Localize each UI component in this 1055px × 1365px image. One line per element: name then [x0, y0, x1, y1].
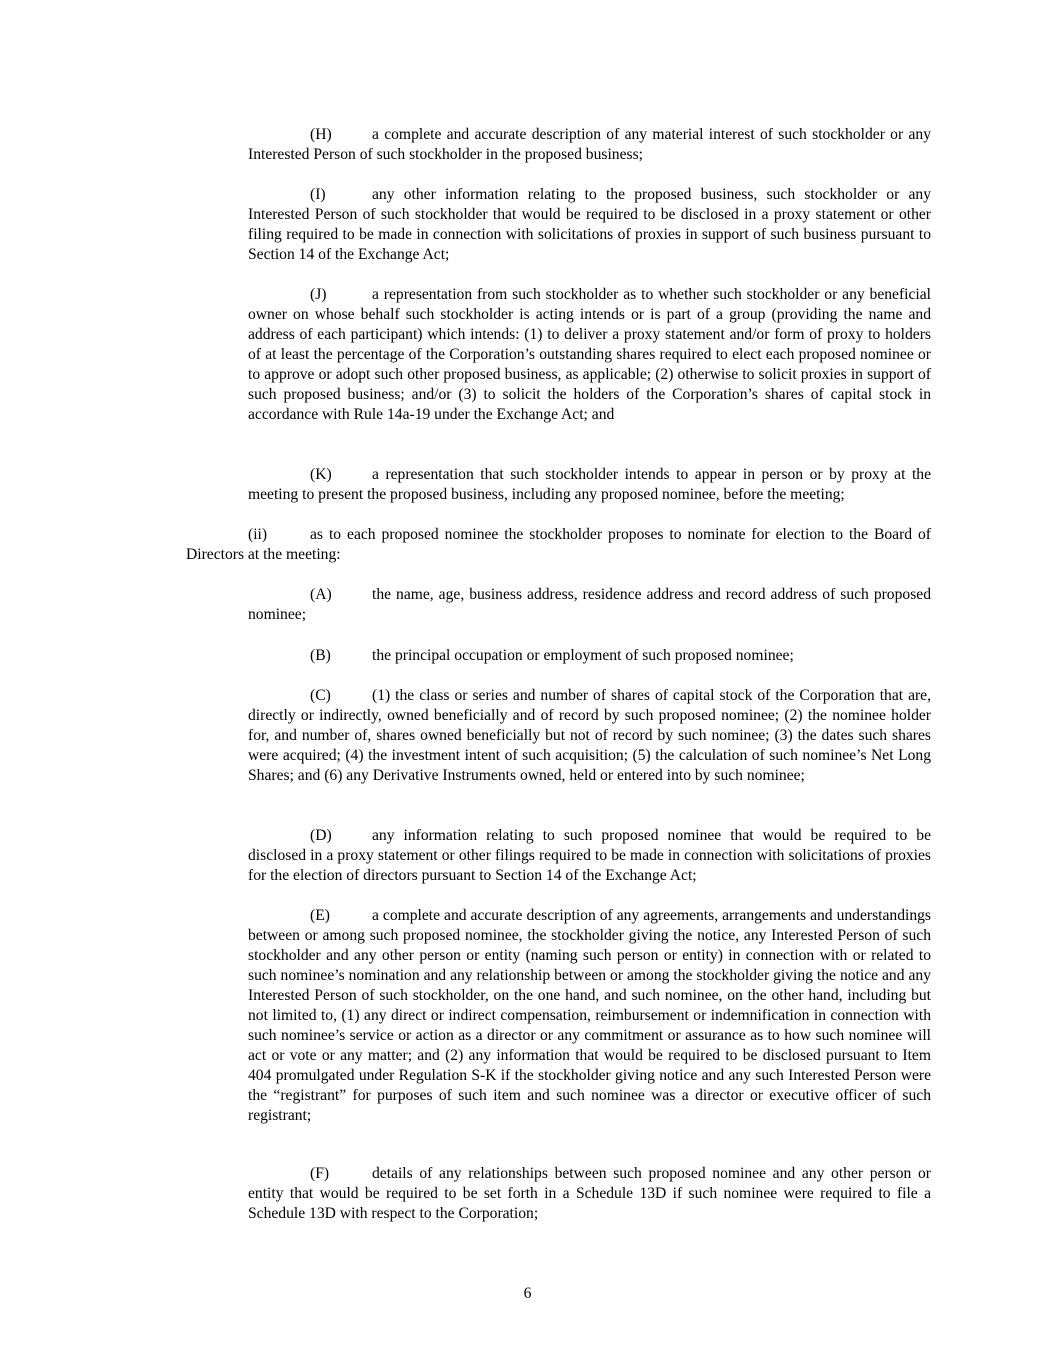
clause-label: (K) — [310, 466, 332, 483]
clause-label: (H) — [310, 126, 332, 143]
clause-text: a complete and accurate description of any material interest of such stockholder or any Interested Person of such stockholder in the proposed business; — [248, 126, 931, 163]
clause-label: (J) — [310, 286, 327, 303]
clause-text: the name, age, business address, residence address and record address of such proposed nominee; — [248, 586, 931, 623]
clause-d — [248, 826, 931, 886]
clause-label: (A) — [310, 586, 332, 603]
clause-text: (1) the class or series and number of shares of capital stock of the Corporation that are, directly or indirectly, owned beneficially and of record by such proposed nominee; (2) the nominee holder for, and number of, shares owned beneficially but not of record by such nominee; (3) the dates such shares were acquired; (4) the investment intent of such acquisition; (5) the calculation of such nominee’s Net Long Shares; and (6) any Derivative Instruments owned, held or entered into by such nominee; — [248, 687, 931, 784]
clause-text: a representation from such stockholder as to whether such stockholder or any beneficial owner on whose behalf such stockholder is acting intends or is part of a group (providing the name and address of each participant) which intends: (1) to deliver a proxy statement and/or form of proxy to holders of at least the percentage of the Corporation’s outstanding shares required to elect each proposed nominee or to approve or adopt such other proposed business, as applicable; (2) otherwise to solicit proxies in support of such proposed business; and/or (3) to solicit the holders of the Corporation’s shares of capital stock in accordance with Rule 14a-19 under the Exchange Act; and — [248, 286, 931, 423]
clause-c — [248, 686, 931, 786]
clause-label: (F) — [310, 1165, 330, 1182]
clause-a — [248, 585, 931, 625]
clause-b — [248, 646, 931, 666]
clause-label: (I) — [310, 186, 326, 203]
clause-k — [248, 465, 931, 505]
clause-text: as to each proposed nominee the stockholder proposes to nominate for election to the Board of Directors at the meeting: — [186, 526, 931, 563]
clause-e — [248, 906, 931, 1126]
clause-text: any information relating to such proposed nominee that would be required to be disclosed in a proxy statement or other filings required to be made in connection with solicitations of proxies for the election of directors pursuant to Section 14 of the Exchange Act; — [248, 827, 931, 884]
clause-text: any other information relating to the proposed business, such stockholder or any Interested Person of such stockholder that would be required to be disclosed in a proxy statement or other filing required to be made in connection with solicitations of proxies in support of such business pursuant to Section 14 of the Exchange Act; — [248, 186, 931, 263]
clause-text: details of any relationships between such proposed nominee and any other person or entity that would be required to be set forth in a Schedule 13D if such nominee were required to file a Schedule 13D with respect to the Corporation; — [248, 1165, 931, 1222]
clause-label: (E) — [310, 907, 330, 924]
clause-label: (D) — [310, 827, 332, 844]
clause-j — [248, 285, 931, 425]
clause-h — [248, 125, 931, 165]
clause-f — [248, 1164, 931, 1224]
clause-i — [248, 185, 931, 265]
clause-text: a complete and accurate description of any agreements, arrangements and understandings between or among such proposed nominee, the stockholder giving the notice, any Interested Person of such stockholder and any other person or entity (naming such person or entity) in connection with or related to such nominee’s nomination and any relationship between or among the stockholder giving the notice and any Interested Person of such stockholder, on the one hand, and such nominee, on the other hand, including but not limited to, (1) any direct or indirect compensation, reimbursement or indemnification in connection with such nominee’s service or action as a director or any commitment or assurance as to how such nominee will act or vote or any matter; and (2) any information that would be required to be disclosed pursuant to Item 404 promulgated under Regulation S-K if the stockholder giving notice and any such Interested Person were the “registrant” for purposes of such item and such nominee was a director or executive officer of such registrant; — [248, 907, 931, 1124]
clause-text: a representation that such stockholder intends to appear in person or by proxy at the meeting to present the proposed business, including any proposed nominee, before the meeting; — [248, 466, 931, 503]
clause-label: (B) — [310, 647, 331, 664]
page-number: 6 — [523, 1285, 532, 1302]
clause-text: the principal occupation or employment of such proposed nominee; — [372, 647, 794, 664]
clause-label: (ii) — [248, 526, 268, 543]
clause-ii — [186, 525, 931, 565]
clause-label: (C) — [310, 687, 331, 704]
